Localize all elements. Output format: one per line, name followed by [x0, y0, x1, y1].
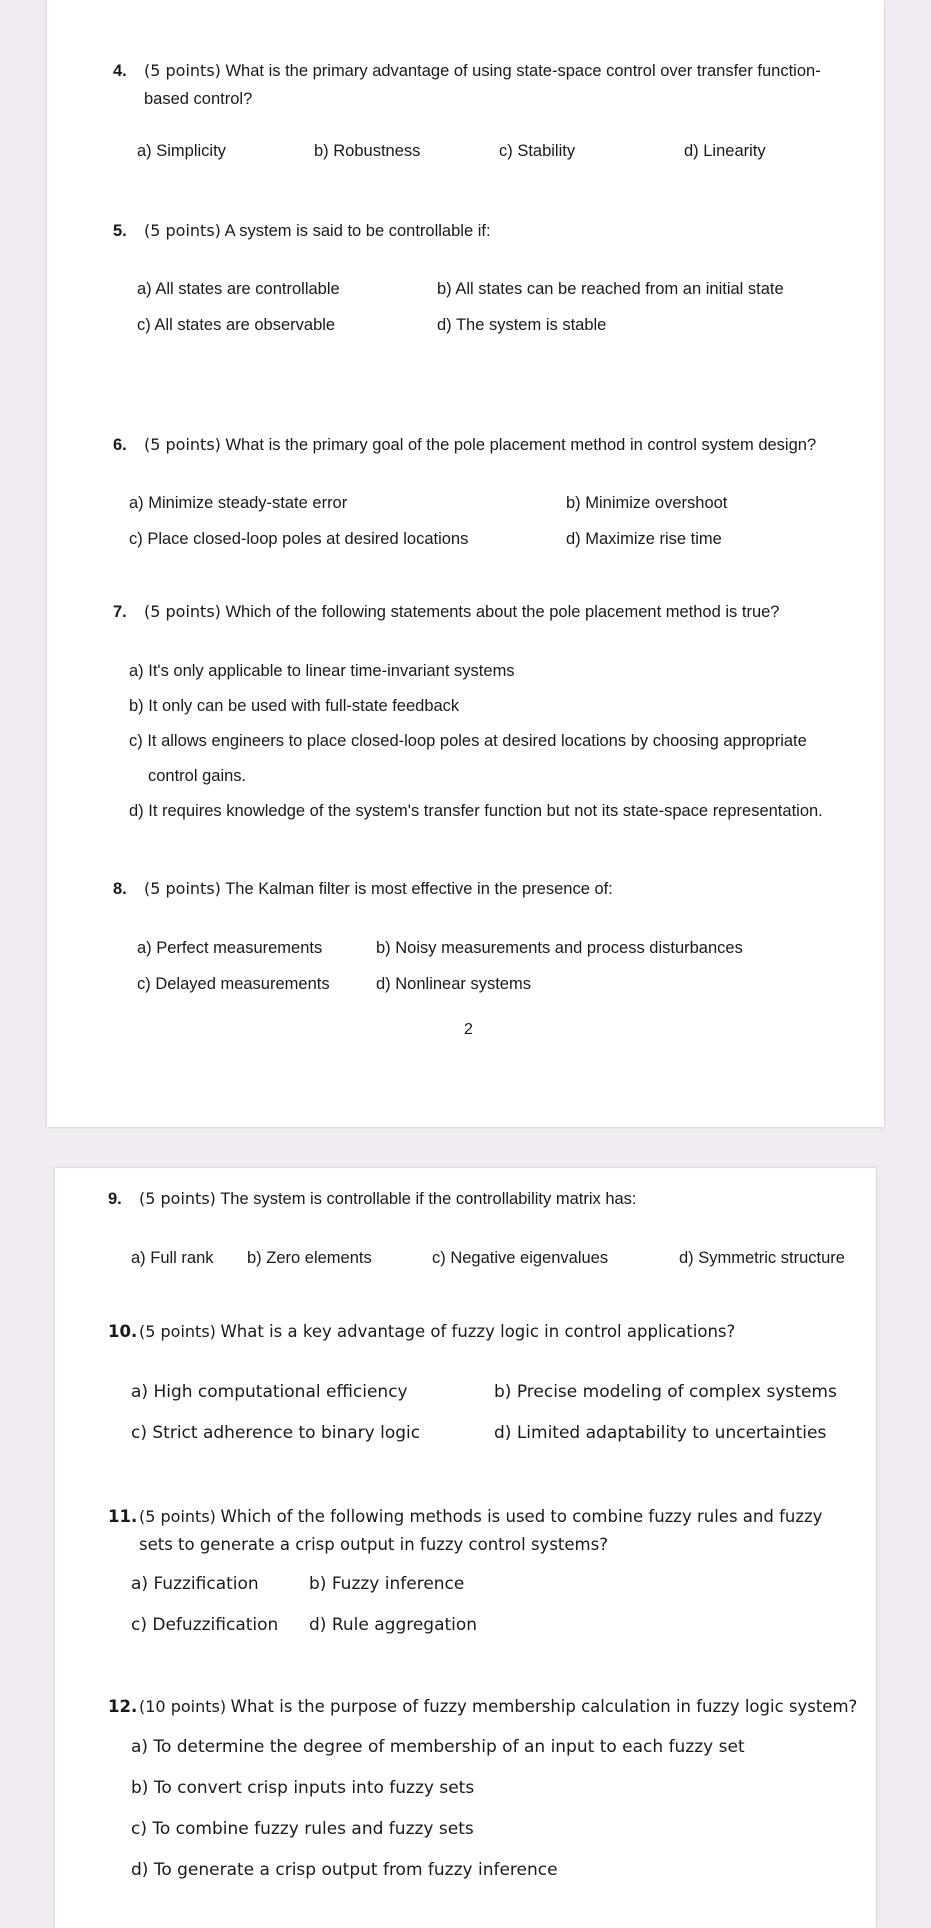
question-points: (5 points) [144, 61, 221, 80]
option-a: a) To determine the degree of membership of an input to each fuzzy set [131, 1737, 745, 1757]
option-a: a) Perfect measurements [137, 939, 323, 957]
option-b: b) Fuzzy inference [309, 1574, 465, 1594]
option-b: b) It only can be used with full-state feedback [129, 697, 460, 715]
option-d: d) Linearity [684, 142, 766, 160]
option-d: d) Maximize rise time [566, 530, 722, 548]
option-c: c) To combine fuzzy rules and fuzzy sets [131, 1819, 474, 1839]
option-a: a) High computational efficiency [131, 1382, 408, 1402]
question-text: The system is controllable if the controllability matrix has: [220, 1190, 637, 1208]
question-text: Which of the following methods is used to combine fuzzy rules and fuzzy [220, 1507, 823, 1526]
question-text: What is a key advantage of fuzzy logic in control applications? [220, 1322, 736, 1341]
question-number: 8. [113, 880, 127, 898]
question-points: (5 points) [144, 435, 221, 454]
question-11 [108, 1503, 868, 1559]
option-b: b) Robustness [314, 142, 421, 160]
question-number: 9. [108, 1190, 122, 1208]
exam-page-1 [47, 0, 884, 1127]
option-c: c) Defuzzification [131, 1615, 279, 1635]
option-a: a) Simplicity [137, 142, 226, 160]
option-d: d) To generate a crisp output from fuzzy inference [131, 1860, 558, 1880]
question-number: 5. [113, 222, 127, 240]
question-points: (10 points) [139, 1697, 227, 1716]
option-a: a) Fuzzification [131, 1574, 259, 1594]
question-12 [108, 1693, 873, 1721]
option-c: c) Place closed-loop poles at desired locations [129, 530, 469, 548]
question-4 [113, 57, 843, 113]
question-points: (5 points) [144, 602, 221, 621]
question-text: A system is said to be controllable if: [224, 222, 491, 240]
option-d: d) Rule aggregation [309, 1615, 478, 1635]
question-points: (5 points) [139, 1322, 216, 1341]
question-text: The Kalman filter is most effective in the presence of: [225, 880, 613, 898]
question-points: (5 points) [144, 221, 221, 240]
question-text: What is the primary advantage of using state-space control over transfer function- [225, 62, 821, 80]
page-number: 2 [464, 1021, 473, 1038]
exam-page-2 [55, 1168, 876, 1928]
question-number: 7. [113, 603, 127, 621]
option-a: a) Minimize steady-state error [129, 494, 348, 512]
option-a: a) It's only applicable to linear time-invariant systems [129, 662, 515, 680]
question-text: Which of the following statements about the pole placement method is true? [225, 603, 780, 621]
option-c: c) Negative eigenvalues [432, 1249, 609, 1267]
option-c-continued: control gains. [148, 767, 247, 785]
question-text-continued: sets to generate a crisp output in fuzzy control systems? [139, 1535, 608, 1554]
question-number: 6. [113, 436, 127, 454]
option-c: c) It allows engineers to place closed-loop poles at desired locations by choosing appropriate [129, 732, 807, 750]
option-b: b) Minimize overshoot [566, 494, 728, 512]
question-number: 10. [108, 1322, 138, 1341]
question-7 [113, 598, 843, 626]
question-10 [108, 1318, 868, 1346]
option-b: b) Noisy measurements and process disturbances [376, 939, 743, 957]
option-b: b) To convert crisp inputs into fuzzy sets [131, 1778, 475, 1798]
question-text-continued: based control? [144, 90, 253, 108]
option-a: a) Full rank [131, 1249, 214, 1267]
question-8 [113, 875, 843, 903]
option-d: d) The system is stable [437, 316, 607, 334]
question-number: 4. [113, 62, 127, 80]
question-points: (5 points) [144, 879, 221, 898]
option-a: a) All states are controllable [137, 280, 340, 298]
question-number: 11. [108, 1507, 138, 1526]
option-b: b) All states can be reached from an initial state [437, 280, 784, 298]
question-text: What is the purpose of fuzzy membership calculation in fuzzy logic system? [230, 1697, 858, 1716]
option-d: d) It requires knowledge of the system's transfer function but not its state-space representation. [129, 802, 823, 820]
option-d: d) Limited adaptability to uncertainties [494, 1423, 827, 1443]
option-d: d) Nonlinear systems [376, 975, 531, 993]
option-c: c) All states are observable [137, 316, 336, 334]
question-points: (5 points) [139, 1507, 216, 1526]
question-points: (5 points) [139, 1189, 216, 1208]
option-d: d) Symmetric structure [679, 1249, 845, 1267]
question-5 [113, 217, 843, 245]
option-b: b) Zero elements [247, 1249, 372, 1267]
option-c: c) Delayed measurements [137, 975, 330, 993]
option-c: c) Strict adherence to binary logic [131, 1423, 421, 1443]
option-b: b) Precise modeling of complex systems [494, 1382, 837, 1402]
question-6 [113, 431, 843, 459]
question-9 [108, 1185, 838, 1213]
option-c: c) Stability [499, 142, 576, 160]
question-text: What is the primary goal of the pole placement method in control system design? [225, 436, 817, 454]
question-number: 12. [108, 1697, 138, 1716]
